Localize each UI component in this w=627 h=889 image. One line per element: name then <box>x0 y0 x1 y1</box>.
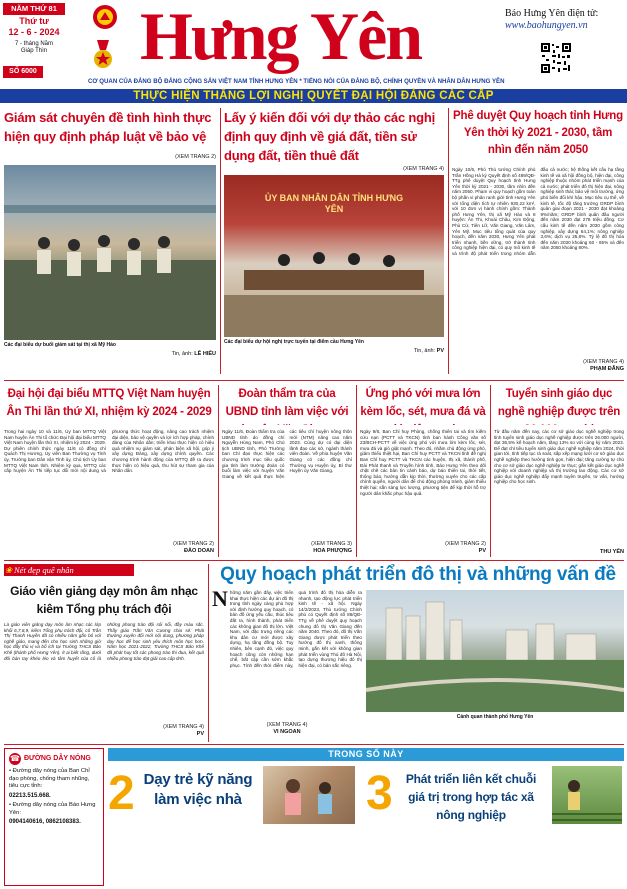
article-body: Là giáo viên giảng dạy môn âm nhạc các lớp khối 6,7,8,9, kiêm Tổng phụ trách đội, cô Trần Thị Thanh Huyền đã có nhiều năm gắn bó với nghề giáo, mang đến cho học sinh những giờ học đầy thú vị và bổ ích tại Trường THCS Bảo Khê (thành phố Hưng Yên). Ít ai biết rằng, dưới đôi bàn tay khéo léo và tâm huyết của cô là những phong trào đội sôi nổi, đầy màu sắc. Thầy giáo Trần Văn Cương chia sẻ: Phải thường xuyên đổi mới nội dung, phương pháp dạy học để học sinh yêu thích môn học hơn. Năm học 2021-2022, Trường THCS Bảo Khê đã phát huy tốt các phong trào thi đua, kết quả nhiều phong trào đạt giải cao cấp tỉnh. <box>4 622 204 661</box>
meeting-scene-icon <box>4 165 216 340</box>
article-vocational-enrollment <box>494 385 624 557</box>
see-page: (XEM TRANG 4) <box>163 724 204 730</box>
credit <box>224 348 444 355</box>
credit-name: LÊ HIẾU <box>194 351 216 358</box>
credit-label: Tin, ảnh: <box>171 351 193 358</box>
issue-date: 12 - 6 - 2024 <box>8 27 60 38</box>
phone-icon: ☎ <box>10 754 20 763</box>
headline[interactable]: Giáo viên giảng dạy môn âm nhạc kiêm Tổng phụ trách đội <box>10 584 198 616</box>
party-emblem-icon <box>92 4 118 30</box>
section-label <box>4 564 134 576</box>
author: THU YẾN <box>599 549 624 555</box>
farm-field-icon <box>552 766 622 824</box>
photo-caption: Cảnh quan thành phố Hưng Yên <box>456 714 534 720</box>
credit-label: Tin, ảnh: <box>413 348 436 355</box>
photo-caption: Các đại biểu dự hội nghị trực tuyến tại điểm cầu Hưng Yên <box>224 338 364 345</box>
hotline-box <box>4 748 104 886</box>
article-photo <box>366 590 624 712</box>
dropcap: N <box>212 586 228 611</box>
headline[interactable]: Quy hoạch phát triển đô thị và những vấn đề <box>220 564 616 585</box>
article-body: Từ đầu năm đến nay, các cơ sở giáo dục nghề nghiệp trong tỉnh tuyển sinh giáo dục nghề nghiệp được trên 26.000 người, đạt 36,5% kế hoạch năm, tăng 13% so với cùng kỳ năm 2023. Để đạt chỉ tiêu tuyển sinh giáo dục nghề nghiệp năm 2024, thời gian tới, tỉnh tiếp tục rà soát, sắp xếp mạng lưới cơ sở giáo dục nghề nghiệp theo hướng tinh gọn, hiện đại; tăng cường tự chủ cho cơ sở giáo dục nghề nghiệp tư thục; gắn kết giáo dục nghề nghiệp với doanh nghiệp và thị trường lao động. Các cơ sở giáo dục nghề nghiệp đẩy mạnh tuyên truyền, tư vấn, hướng nghiệp cho học sinh. <box>494 429 624 485</box>
article-body: Ngày 11/6, Đoàn thẩm tra của UBND tỉnh do đồng chí Nguyễn Hùng Nam, Phó Chủ tịch UBND tỉnh, Phó Trưởng ban Chỉ đạo thực hiện các chương trình mục tiêu quốc gia tỉnh làm trưởng đoàn có buổi làm việc với huyện Văn Giang về kết quả thực hiện các tiêu chí huyện nông thôn mới (NTM) nâng cao năm 2023. Cùng dự có đại diện lãnh đạo các sở, ngành thành viên đoàn. Về phía huyện Văn Giang có các đồng chí Thường vụ Huyện ủy, Bí thư Huyện ủy Văn Giang. <box>222 429 352 479</box>
conference-room-icon <box>224 175 444 337</box>
masthead <box>0 0 627 88</box>
credit <box>4 351 216 358</box>
article-land-price-decrees <box>224 108 444 378</box>
hotline-line2: • Đường dây nóng của Báo Hưng Yên: <box>9 802 96 816</box>
hotline-line1: • Đường dây nóng của Ban Chỉ đạo phòng, chống tham nhũng, tiêu cực tỉnh: <box>9 768 90 789</box>
photo-sign: ỦY BAN NHÂN DÂN TỈNH HƯNG YÊN <box>264 192 404 214</box>
banner: THỰC HIỆN THẮNG LỢI NGHỊ QUYẾT ĐẠI HỘI ĐẢNG CÁC CẤP <box>0 89 627 103</box>
headline[interactable]: Giám sát chuyên đề tình hình thực hiện quy định pháp luật về bảo vệ <box>4 110 212 144</box>
lunar-day: 7 - tháng Năm <box>14 40 54 47</box>
headline[interactable]: Ứng phó với mưa lớn kèm lốc, sét, mưa đá và <box>360 388 486 418</box>
article-music-teacher <box>4 564 204 742</box>
headline[interactable]: Đoàn thẩm tra của UBND tỉnh làm việc với <box>225 388 349 418</box>
article-fatherland-front-congress <box>4 385 214 557</box>
article-photo <box>4 165 216 340</box>
issue-item-1[interactable] <box>108 766 358 881</box>
weekday: Thứ tư <box>19 16 49 26</box>
see-page: (XEM TRANG 3) <box>311 541 352 547</box>
item-title: Phát triển liên kết chuỗi giá trị trong hợp tác xã nông nghiệp <box>405 772 537 822</box>
hotline-phone1[interactable]: 02213.515.668. <box>9 792 51 799</box>
section-label-text: Nét đẹp quê nhân <box>14 565 74 575</box>
see-page: (XEM TRANG 2) <box>173 541 214 547</box>
see-page: (XEM TRANG 4) <box>266 722 308 728</box>
hotline-title-row <box>9 753 99 765</box>
article-body: hững năm gần đây, việc triển khai thực hiện các dự án đô thị trong tỉnh ngày càng phù hợp với định hướng quy hoạch, có bản đồ ứng yếu cầu, thúc tiêu đất ra, hình thành, phát triển các không gian đô thị lớn. Việt Nam, với đặc trưng riêng các khu dân cư mới được xây dựng, hạ tầng đồng bộ. Tuy nhiên, bên cạnh đó, việc quy hoạch cũng còn những hạn chế, bất cập cần sớm khắc phục. Tính đến thời điểm này, quá trình đô thị hóa diễn ra nhanh, tạo động lực phát triển kinh tế - xã hội. Ngày 14/2/2023, Thủ tướng Chính phủ có Quyết định số 86/QĐ-TTg về phê duyệt quy hoạch chung đô thị Văn Giang đến năm 2040. Theo đó, đô thị Văn Giang được phát triển theo hướng đô thị xanh, thông minh, gắn kết với không gian phát triển vùng Thủ đô Hà Nội, tạo dựng thương hiệu đô thị hiện đại, có bản sắc riêng. <box>229 590 362 668</box>
website-link[interactable]: www.baohungyen.vn <box>505 20 588 31</box>
in-this-issue <box>108 748 624 886</box>
issue-item-2[interactable] <box>366 766 624 881</box>
e-paper-label: Báo Hưng Yên điện tử: <box>505 8 599 19</box>
article-body-block <box>212 586 362 720</box>
headline[interactable]: Tuyển sinh giáo dục nghề nghiệp được trên <box>497 388 621 418</box>
author: VI NGOAN <box>273 728 301 735</box>
credit-name: PV <box>436 348 444 355</box>
headline[interactable]: Đại hội đại biểu MTTQ Việt Nam huyện Ân Thi lần thứ XI, nhiệm kỳ 2024 - 2029 <box>6 388 212 418</box>
see-page: (XEM TRANG 2) <box>445 541 486 547</box>
article-body: Ngày 9/6, Ban Chỉ huy Phòng, chống thiên tai và tìm kiếm cứu nạn (PCTT và TKCN) tỉnh ban hành Công văn số 23/BCH-PCTT về việc ứng phó với mưa lớn kèm lốc, sét, mưa đá và gió giật mạnh. Theo đó, nhằm chủ động ứng phó, giảm thiểu thiệt hại, Ban Chỉ huy PCTT và TKCN tỉnh đề nghị Ban Chỉ huy PCTT và TKCN các huyện, thị xã, thành phố, Đài Phát thanh và Truyền hình tỉnh, Báo Hưng Yên theo dõi chặt chẽ các bản tin cảnh báo, dự báo thiên tai, thời tiết, thông báo, hướng dẫn kịp thời, thường xuyên cho các cấp chính quyền, người dân để chủ động phòng tránh, giảm thiểu thiệt hại; sẵn sàng lực lượng, phương tiện để kịp thời hỗ trợ người dân khắc phục hậu quả. <box>360 429 486 496</box>
article-environment-supervision <box>4 108 216 378</box>
article-body: Ngày 10/6, Phó Thủ tướng Chính phủ Trần Hồng Hà ký Quyết định số 489/QĐ-TTg phê duyệt Quy hoạch tỉnh Hưng Yên thời kỳ 2021 - 2030, tầm nhìn đến năm 2050. Phạm vi quy hoạch gồm toàn bộ phần vi phân ranh giới tỉnh Hưng Yên với tổng diện tích tự nhiên 930,22 km², với 10 đơn vị hành chính gồm: Thành phố Hưng Yên, thị xã Mỹ Hào và 8 huyện: Ân Thi, Khoái Châu, Kim Động, Phù Cừ, Tiên Lữ, Văn Giang, Văn Lâm, Yên Mỹ. Mục tiêu tổng quát của quy hoạch, đến năm 2030, Hưng Yên phát triển nhanh, bền vững, trở thành tỉnh công nghiệp hiện đại, có quy mô kinh tế và trình độ phát triển trong nhóm dẫn đầu cả nước; hệ thống kết cấu hạ tầng kinh tế và xã hội đồng bộ, hiện đại, công nghiệp thuộc nhóm phát triển mạnh của cả nước; phát triển đô thị hiện đại, nông nghiệp sinh thái; bảo vệ môi trường, ứng phó biến đổi khí hậu. Mục tiêu cụ thể, về kinh tế, tốc độ tăng trưởng GRDP bình quân giai đoạn 2021 - 2030 đạt khoảng 9%/năm; GRDP bình quân đầu người đến năm 2030 đạt 278 triệu đồng. Cơ cấu kinh tế đến năm 2030 gồm công nghiệp, xây dựng 64,1%; nông nghiệp 3,6%; dịch vụ 25,8%. Tỷ lệ đô thị hóa đến năm 2030 khoảng 60 - 65% và đến năm 2050 khoảng 80%. <box>452 167 624 256</box>
item-title: Dạy trẻ kỹ năng làm việc nhà <box>143 771 253 808</box>
newspaper-title: Hưng Yên <box>140 0 422 74</box>
author: PV <box>196 730 204 737</box>
byline <box>212 722 362 736</box>
author: HOA PHƯỢNG <box>313 547 352 554</box>
see-page: (XEM TRANG 4) <box>403 166 444 172</box>
article-van-giang-inspection <box>222 385 352 557</box>
author: PHẠM ĐĂNG <box>590 365 624 372</box>
article-storm-response <box>360 385 486 557</box>
award-medal-icon <box>92 40 114 70</box>
in-this-issue-title: TRONG SỐ NÀY <box>108 748 624 761</box>
item-photo <box>552 766 622 824</box>
photo-caption: Các đại biểu dự buổi giám sát tại thị xã Mỹ Hào <box>4 341 116 348</box>
article-urban-planning <box>212 564 624 742</box>
issue-number: SỐ 6000 <box>3 66 43 78</box>
city-skyline-icon <box>366 590 624 712</box>
qr-code-icon <box>540 42 572 74</box>
tagline: CƠ QUAN CỦA ĐẢNG BỘ ĐẢNG CỘNG SẢN VIỆT NAM TỈNH HƯNG YÊN * TIẾNG NÓI CỦA ĐẢNG BỘ, CHÍNH QUYỀN VÀ NHÂN DÂN HƯNG YÊN <box>88 78 505 85</box>
children-chores-icon <box>263 766 355 824</box>
hotline-phone2[interactable]: 0904140616, 0862108383. <box>9 819 81 825</box>
item-photo <box>263 766 355 824</box>
lunar-year: Giáp Thìn <box>20 48 48 54</box>
see-page: (XEM TRANG 4) <box>583 359 624 365</box>
see-page: (XEM TRANG 2) <box>175 154 216 160</box>
date-box <box>3 16 65 66</box>
article-body: Trong hai ngày 10 và 11/6, Ủy ban MTTQ Việt Nam huyện Ân Thi tổ chức Đại hội đại biểu MTTQ Việt Nam huyện lần thứ XI, nhiệm kỳ 2024 - 2029. Dự phiên chính thức ngày 11/6 có đồng chí Quách Thị Hương, Ủy viên Ban Thường vụ Tỉnh ủy, Trưởng ban Dân vận Tỉnh ủy, Chủ tịch Ủy ban MTTQ Việt Nam tỉnh. Nhiệm kỳ qua, MTTQ các cấp huyện Ân Thi tiếp tục đổi mới nội dung và phương thức hoạt động, nâng cao trách nhiệm đại diện, bảo vệ quyền và lợi ích hợp pháp, chính đáng của Nhân dân; triển khai thực hiện có hiệu quả nhiệm vụ giám sát, phản biện xã hội, góp ý xây dựng Đảng, xây dựng chính quyền. Các chương trình hành động của MTTQ đề ra được thực hiện có hiệu quả, thu hút sự tham gia của Nhân dân. <box>4 429 214 474</box>
item-number: 3 <box>366 767 393 820</box>
author: PV <box>478 547 486 554</box>
year-label: NĂM THỨ 81 <box>3 3 65 15</box>
flower-icon: ❀ <box>5 565 13 575</box>
headline[interactable]: Phê duyệt Quy hoạch tỉnh Hưng Yên thời kỳ 2021 - 2030, tầm nhìn đến năm 2050 <box>453 110 623 156</box>
article-provincial-planning <box>452 108 624 378</box>
item-number: 2 <box>108 767 135 820</box>
article-photo <box>224 175 444 337</box>
headline[interactable]: Lấy ý kiến đối với dự thảo các nghị định quy định về giá đất, tiền sử dụng đất, tiền thuê đất <box>224 110 436 163</box>
hotline-title: ĐƯỜNG DÂY NÓNG <box>24 754 91 762</box>
author: ĐÀO DOAN <box>184 547 214 554</box>
